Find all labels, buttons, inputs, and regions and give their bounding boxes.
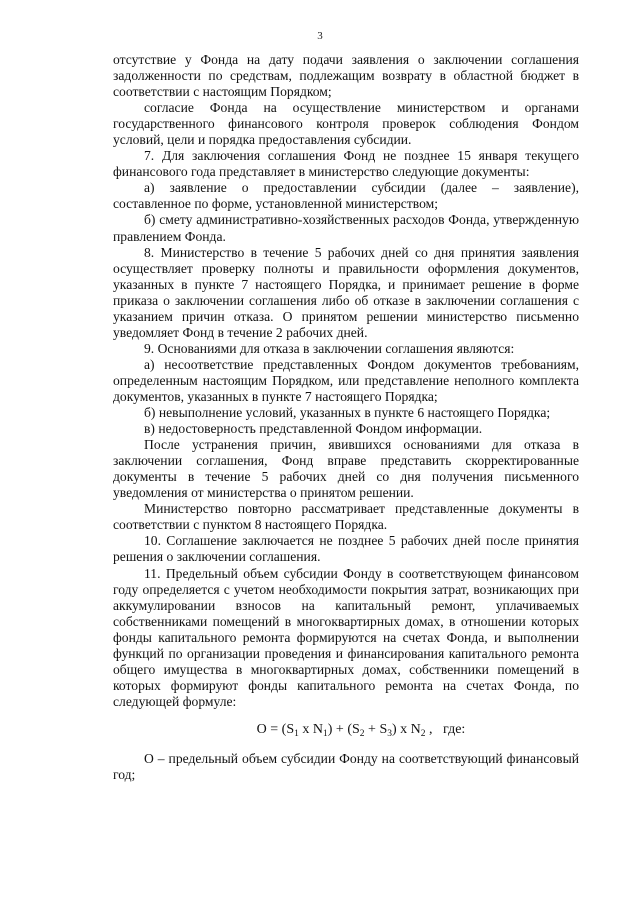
formula-lhs: O [256, 721, 267, 737]
paragraph: 7. Для заключения соглашения Фонд не позднее 15 января текущего финансового года представляет в министерство следующие документы: [113, 148, 579, 180]
paragraph: а) несоответствие представленных Фондом документов требованиям, определенным настоящим Порядком, или представление неполного комплекта документов, указанных в пункте 7 настоящего Порядка; [113, 356, 579, 404]
paragraph: а) заявление о предоставлении субсидии (далее – заявление), составленное по форме, установленной министерством; [113, 180, 579, 212]
paragraph: б) смету административно-хозяйственных расходов Фонда, утвержденную правлением Фонда. [113, 212, 579, 244]
paragraph: 8. Министерство в течение 5 рабочих дней со дня принятия заявления осуществляет проверку полноты и правильности оформления документов, указанных в пункте 7 настоящего Порядка, и принимает решение в форме приказа о заключении соглашения либо об отказе в заключении соглашения с указанием причин отказа. О принятом решении министерство письменно уведомляет Фонд в течение 2 рабочих дней. [113, 244, 579, 340]
paragraph: в) недостоверность представленной Фондом информации. [144, 421, 483, 437]
formula-s2: S [352, 721, 360, 737]
formula-s3-sub: 3 [387, 728, 392, 739]
formula-n1-sub: 1 [323, 728, 328, 739]
page-number: 3 [317, 30, 323, 42]
paragraph: б) невыполнение условий, указанных в пункте 6 настоящего Порядка; [144, 405, 551, 421]
formula-n2-sub: 2 [420, 728, 426, 739]
formula-s3: S [379, 721, 388, 737]
formula: $O = (S_1$ x $N_1) + (S_2 + S_3)$ x $N_2$ , где: [256, 721, 466, 739]
document-body [113, 52, 579, 783]
formula-n2: N [410, 721, 421, 737]
paragraph-list [113, 52, 579, 710]
formula-s2-sub: 2 [359, 728, 365, 739]
after-formula-list [113, 751, 579, 783]
paragraph: согласие Фонда на осуществление министерством и органами государственного финансового контроля проверок соблюдения Фондом условий, цели и порядка предоставления субсидии. [113, 100, 579, 148]
formula-n1: N [312, 721, 324, 737]
formula-s1-sub: 1 [294, 728, 299, 739]
paragraph: После устранения причин, явившихся основаниями для отказа в заключении соглашения, Фонд вправе представить скорректированные документы в течение 5 рабочих дней со дня получения письменного уведомления от министерства о принятом решении. [113, 437, 579, 501]
paragraph: О – предельный объем субсидии Фонду на соответствующий финансовый год; [113, 750, 579, 783]
paragraph: 9. Основаниями для отказа в заключении соглашения являются: [144, 340, 515, 356]
paragraph: 11. Предельный объем субсидии Фонду в соответствующем финансовом году определяется с учетом необходимости покрытия затрат, возникающих при аккумулировании взносов на капитальный ремонт, уплачиваемых собственниками помещений в многоквартирных домах, в отношении которых фонды капитального ремонта формируются на счетах Фонда, и выполнении функций по организации проведения и финансирования капитального ремонта общего имущества в многоквартирных домах, собственники помещений в которых формируют фонды капитального ремонта на счетах Фонда, по следующей формуле: [113, 565, 579, 709]
paragraph: Министерство повторно рассматривает представленные документы в соответствии с пунктом 8 настоящего Порядка. [113, 501, 579, 533]
paragraph: 10. Соглашение заключается не позднее 5 рабочих дней после принятия решения о заключении соглашения. [113, 533, 579, 565]
formula-where: где: [443, 721, 466, 737]
paragraph: отсутствие у Фонда на дату подачи заявления о заключении соглашения задолженности по средствам, подлежащим возврату в областной бюджет в соответствии с настоящим Порядком; [113, 52, 579, 100]
formula-s1: S [286, 721, 295, 737]
